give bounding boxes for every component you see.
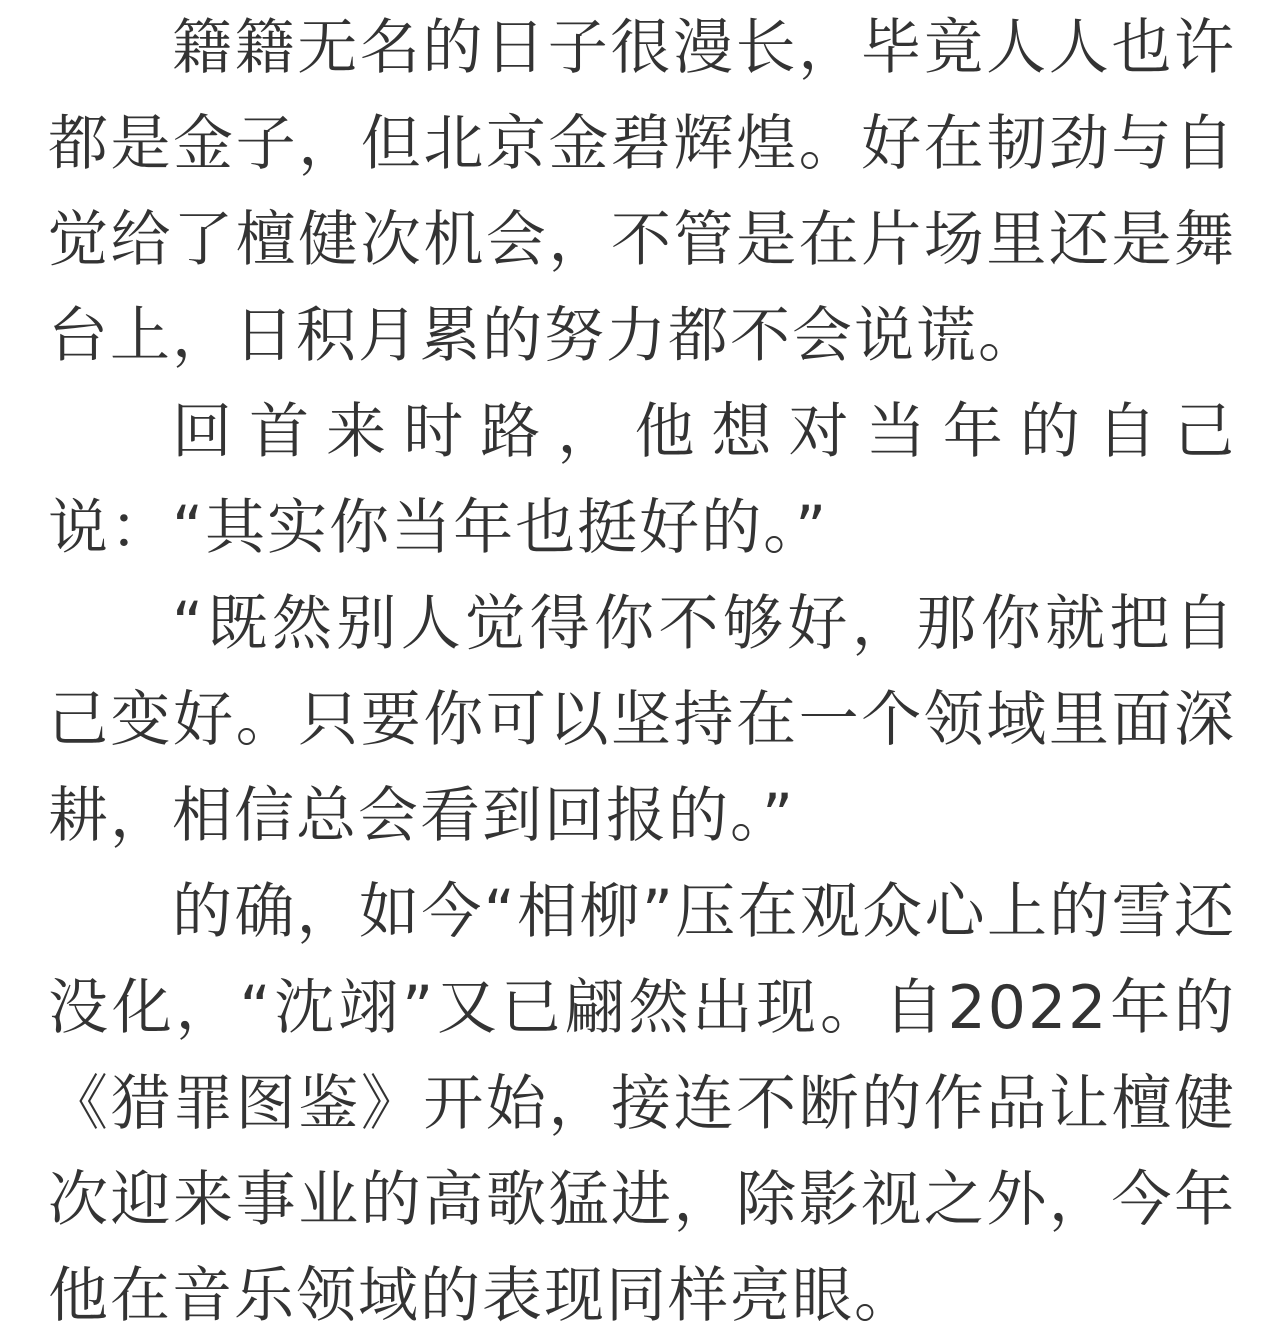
article-paragraph: 籍籍无名的日子很漫长，毕竟人人也许都是金子，但北京金碧辉煌。好在韧劲与自觉给了檀健次机会，不管是在片场里还是舞台上，日积月累的努力都不会说谎。 [48, 13, 1236, 371]
article-body [48, 0, 1236, 1344]
article-paragraph: 回首来时路，他想对当年的自己说：“其实你当年也挺好的。” [48, 397, 1236, 563]
article-paragraph: 的确，如今“相柳”压在观众心上的雪还没化，“沈翊”又已翩然出现。自2022年的《猎罪图鉴》开始，接连不断的作品让檀健次迎来事业的高歌猛进，除影视之外，今年他在音乐领域的表现同样亮眼。 [48, 877, 1236, 1331]
article-paragraph: “既然别人觉得你不够好，那你就把自己变好。只要你可以坚持在一个领域里面深耕，相信总会看到回报的。” [48, 589, 1236, 851]
